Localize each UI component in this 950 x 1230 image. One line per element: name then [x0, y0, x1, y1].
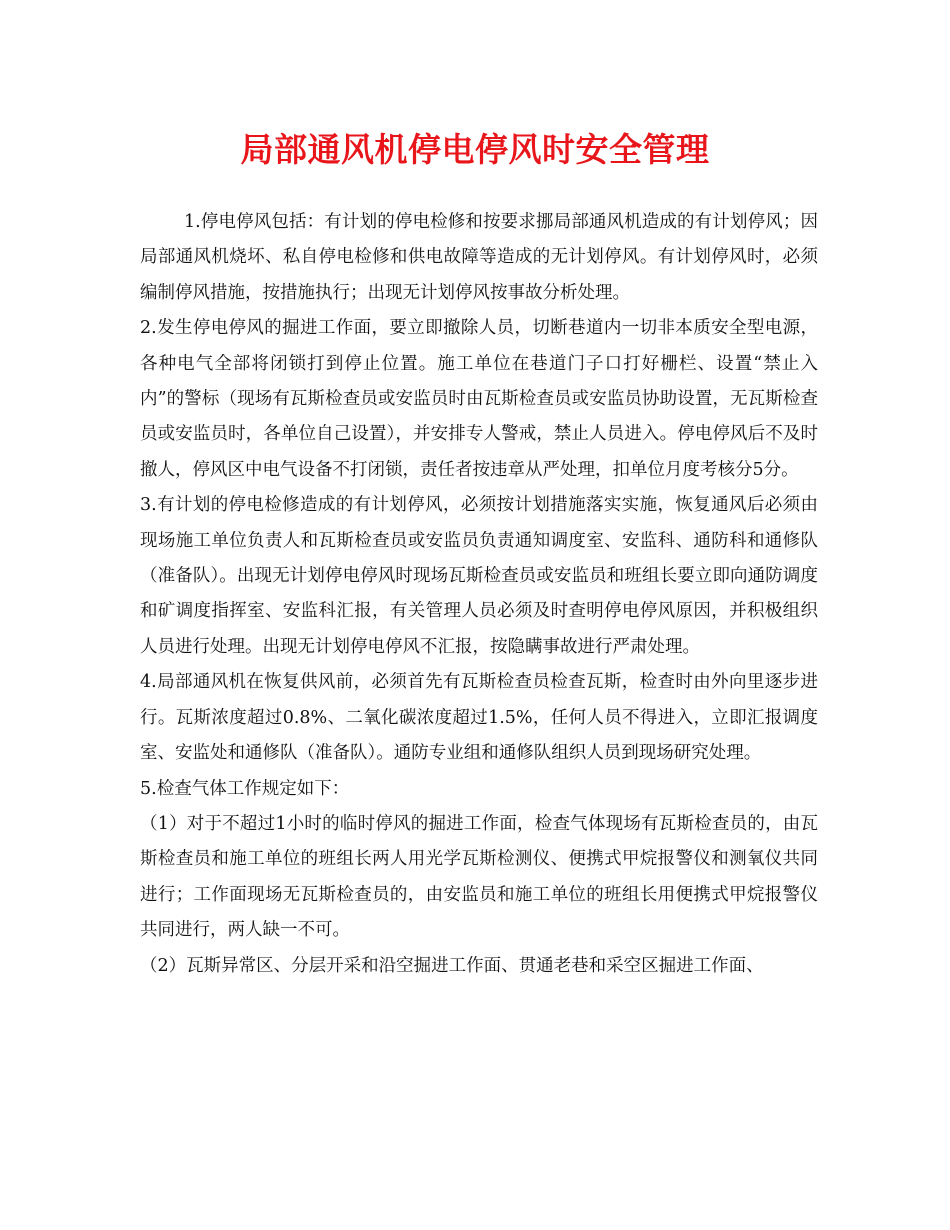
paragraph-3: 3.有计划的停电检修造成的有计划停风，必须按计划措施落实实施，恢复通风后必须由现场施工单位负责人和瓦斯检查员或安监员负责通知调度室、安监科、通防科和通修队（准备队）。出现无计划停电停风时现场瓦斯检查员或安监员和班组长要立即向通防调度和矿调度指挥室、安监科汇报，有关管理人员必须及时查明停电停风原因，并积极组织人员进行处理。出现无计划停电停风不汇报，按隐瞒事故进行严肃处理。 — [140, 495, 818, 657]
paragraph-5-1: （1）对于不超过1小时的临时停风的掘进工作面，检查气体现场有瓦斯检查员的，由瓦斯检查员和施工单位的班组长两人用光学瓦斯检测仪、便携式甲烷报警仪和测氧仪共同进行；工作面现场无瓦斯检查员的，由安监员和施工单位的班组长用便携式甲烷报警仪共同进行，两人缺一不可。 — [140, 813, 818, 941]
document-title: 局部通风机停电停风时安全管理 — [240, 130, 710, 169]
paragraph-1: 1.停电停风包括：有计划的停电检修和按要求挪局部通风机造成的有计划停风；因局部通风机烧坏、私自停电检修和供电故障等造成的无计划停风。有计划停风时，必须编制停风措施，按措施执行；出现无计划停风按事故分析处理。 — [140, 212, 818, 303]
paragraph-5: 5.检查气体工作规定如下： — [140, 778, 350, 799]
document-body — [140, 205, 818, 984]
paragraph-4: 4.局部通风机在恢复供风前，必须首先有瓦斯检查员检查瓦斯，检查时由外向里逐步进行。瓦斯浓度超过0.8%、二氧化碳浓度超过1.5%，任何人员不得进入，立即汇报调度室、安监处和通修队（准备队）。通防专业组和通修队组织人员到现场研究处理。 — [140, 672, 818, 764]
paragraph-5-2: （2）瓦斯异常区、分层开采和沿空掘进工作面、贯通老巷和采空区掘进工作面、 — [140, 955, 764, 976]
paragraph-2: 2.发生停电停风的掘进工作面，要立即撤除人员，切断巷道内一切非本质安全型电源，各种电气全部将闭锁打到停止位置。施工单位在巷道门子口打好栅栏、设置“禁止入内”的警标（现场有瓦斯检查员或安监员时由瓦斯检查员或安监员协助设置，无瓦斯检查员或安监员时，各单位自己设置），并安排专人警戒，禁止人员进入。停电停风后不及时撤人，停风区中电气设备不打闭锁，责任者按违章从严处理，扣单位月度考核分5分。 — [140, 318, 818, 480]
